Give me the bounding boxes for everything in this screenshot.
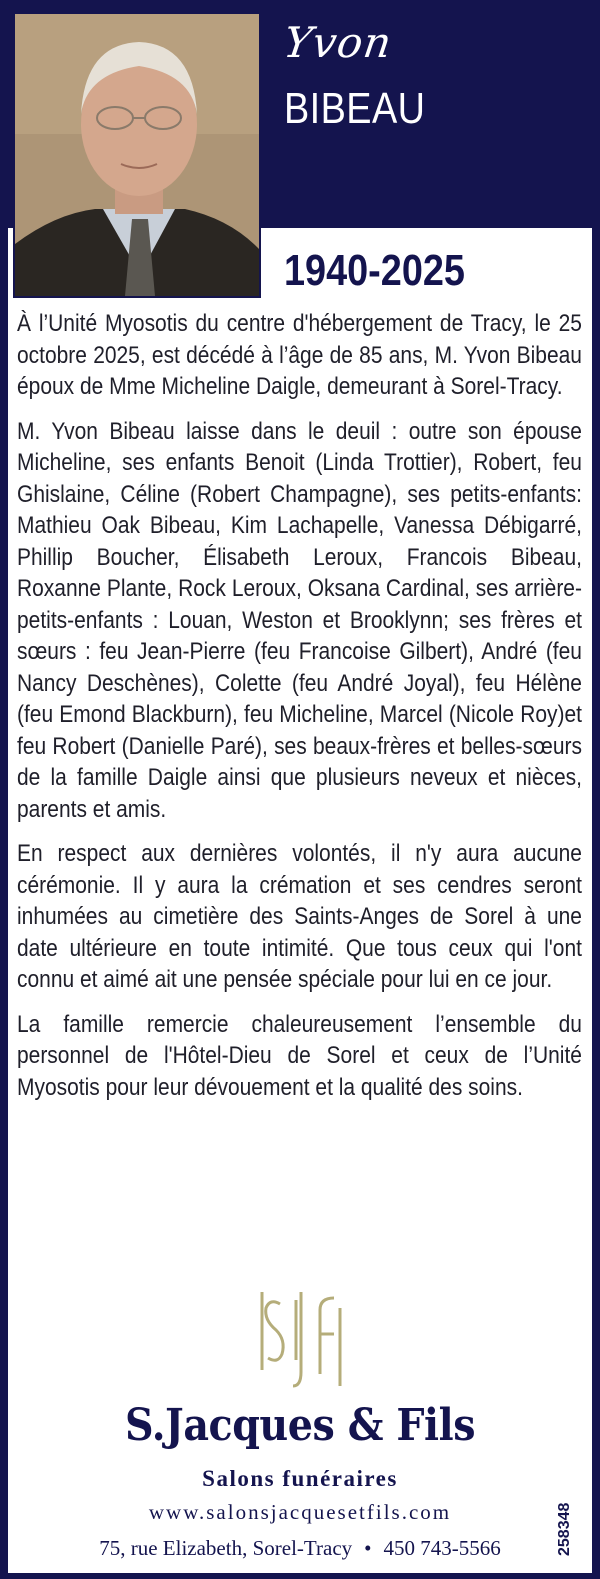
contact-separator: •	[364, 1536, 372, 1560]
funeral-home-subtitle: Salons funéraires	[202, 1466, 398, 1491]
paragraph-survivors: M. Yvon Bibeau laisse dans le deuil : outre son épouse Micheline, ses enfants Benoit (Linda Trottier), Robert, feu Ghislaine, Céline (Robert Champagne), ses petits-enfants: Mathieu Oak Bibeau, Kim Lachapelle, Vanessa Débigarré, Phillip Boucher, Élisabeth Leroux, Francois Bibeau, Roxanne Plante, Rock Leroux, Oksana Cardinal, ses arrière-petits-enfants : Louan, Weston et Brooklynn; ses frères et sœurs : feu Jean-Pierre (feu Francoise Gilbert), André (feu Nancy Deschènes), Colette (feu André Joyal), feu Hélène (feu Emond Blackburn), feu Micheline, Marcel (Nicole Roy)et feu Robert (Danielle Paré), ses beaux-frères et belles-sœurs de la famille Daigle ainsi que plusieurs neveux et nièces, parents et amis.	[17, 417, 582, 823]
paragraph-death-notice: À l’Unité Myosotis du centre d'hébergement de Tracy, le 25 octobre 2025, est décédé à l’âge de 85 ans, M. Yvon Bibeau époux de Mme Micheline Daigle, demeurant à Sorel-Tracy.	[17, 310, 582, 400]
deceased-first-name: Yvon	[280, 18, 396, 67]
reference-number: 258348	[556, 1502, 573, 1556]
paragraph-thanks: La famille remercie chaleureusement l’ensemble du personnel de l'Hôtel-Dieu de Sorel et ceux de l’Unité Myosotis pour leur dévouement et la qualité des soins.	[17, 1010, 582, 1101]
funeral-home-address: 75, rue Elizabeth, Sorel-Tracy	[99, 1536, 353, 1560]
funeral-home-phone: 450 743-5566	[383, 1536, 501, 1560]
deceased-years: 1940-2025	[284, 246, 465, 295]
funeral-home-website: www.salonsjacquesetfils.com	[148, 1500, 452, 1524]
paragraph-ceremony: En respect aux dernières volontés, il n'y aura aucune cérémonie. Il y aura la crémation et ses cendres seront inhumées au cimetière des Saints-Anges de Sorel à une date ultérieure en toute intimité. Que tous ceux qui l'ont connu et aimé ait une pensée spéciale pour lui en ce jour.	[17, 840, 582, 993]
funeral-home-monogram-logo	[258, 1290, 344, 1390]
funeral-home-contact	[0, 1536, 600, 1561]
deceased-last-name: BIBEAU	[284, 84, 426, 133]
funeral-home-name: S.Jacques & Fils	[124, 1400, 476, 1451]
obituary-text	[17, 308, 582, 1116]
portrait-photo	[13, 12, 261, 298]
portrait-image	[15, 14, 259, 296]
